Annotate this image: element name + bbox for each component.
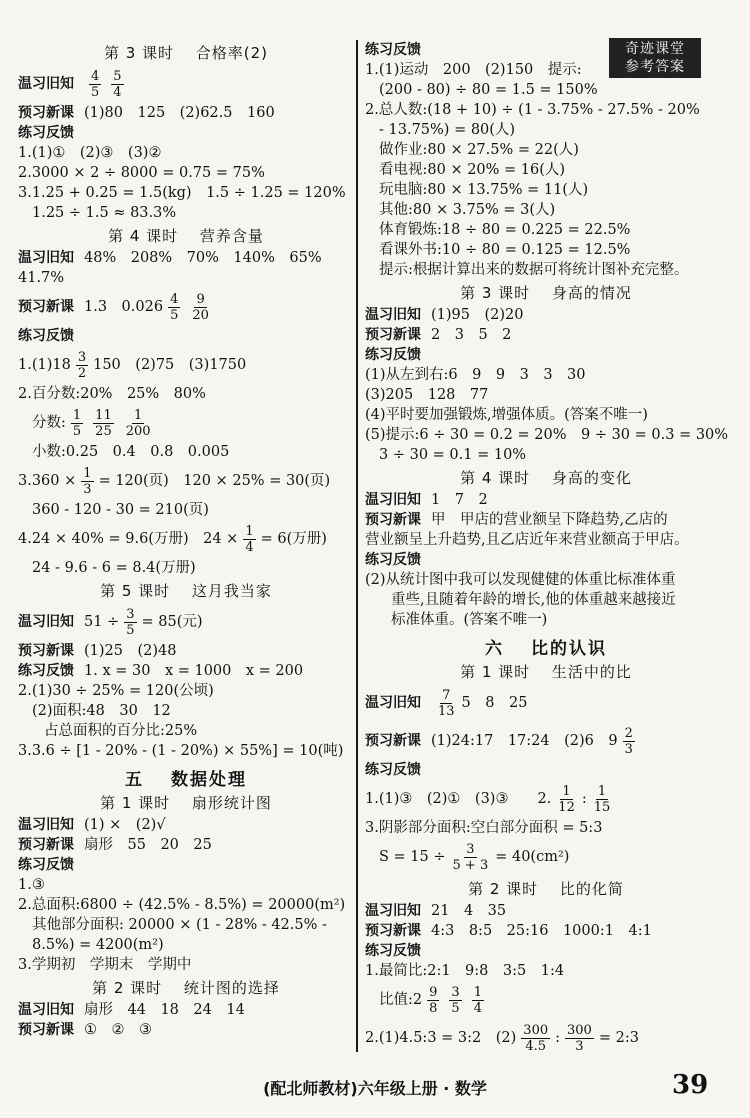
lesson-heading: 第 2 课时 统计图的选择 [92, 979, 280, 997]
preview-row: 预习新课 (1)24:17 17:24 (2)6 9 $\frac{2}{3}$ [365, 725, 633, 757]
answer-line: 其他部分面积: 20000 × (1 - 28% - 42.5% - [32, 917, 327, 933]
lesson-heading: 第 4 课时 营养含量 [108, 227, 264, 245]
answer-line: 4.24 × 40% = 9.6(万册) 24 × $\frac{1}{4}$ = 6(万册) [18, 523, 327, 555]
answer-line: 1.最简比:2:1 9:8 3:5 1:4 [365, 963, 565, 979]
answer-line: 提示:根据计算出来的数据可将统计图补充完整。 [379, 262, 689, 278]
fraction: $\frac{1}{4}$ [245, 523, 254, 555]
answer-line: 1.(1)运动 200 (2)150 提示: [365, 62, 582, 78]
lesson-heading: 第 5 课时 这月我当家 [100, 582, 272, 600]
review-row: 温习旧知 (1) × (2)√ [18, 817, 166, 833]
fraction: $\frac{7}{13}$ [438, 687, 455, 719]
preview-row: 预习新课 4:3 8:5 25:16 1000:1 4:1 [365, 923, 652, 939]
answer-line: 看电视:80 × 20% = 16(人) [379, 162, 566, 178]
fraction: $\frac{3}{5 + 3}$ [452, 841, 489, 873]
review-row: 温习旧知 48% 208% 70% 140% 65% [18, 250, 322, 266]
answer-line: 3.阴影部分面积:空白部分面积 = 5:3 [365, 820, 603, 836]
practice-row: 练习反馈 1. x = 30 x = 1000 x = 200 [18, 663, 304, 679]
preview-row: 预习新课 (1)25 (2)48 [18, 643, 177, 659]
review-row: 温习旧知 $\frac{7}{13}$ 5 8 25 [365, 687, 528, 719]
page-number: 39 [672, 1070, 709, 1100]
answer-line: 占总面积的百分比:25% [44, 723, 198, 739]
answer-line: 3 ÷ 30 = 0.1 = 10% [379, 447, 527, 463]
answer-line: 24 - 9.6 - 6 = 8.4(万册) [32, 560, 196, 576]
review-row: 温习旧知 21 4 35 [365, 903, 507, 919]
answer-line: 2.总人数:(18 + 10) ÷ (1 - 3.75% - 27.5% - 20% [365, 102, 700, 118]
answer-line: 1.(1)18 $\frac{3}{2}$ 150 (2)75 (3)1750 [18, 349, 247, 381]
answer-line: (2)面积:48 30 12 [32, 703, 171, 719]
fraction: $\frac{1}{15}$ [593, 783, 611, 815]
answer-line: 2.(1)30 ÷ 25% = 120(公顷) [18, 683, 214, 699]
answer-line: 8.5%) = 4200(m²) [32, 937, 164, 953]
lesson-heading: 第 3 课时 合格率(2) [103, 44, 269, 62]
answer-line: 看课外书:10 ÷ 80 = 0.125 = 12.5% [379, 242, 631, 258]
answer-line: 2.3000 × 2 ÷ 8000 = 0.75 = 75% [18, 165, 265, 181]
answer-line: (4)平时要加强锻炼,增强体质。(答案不唯一) [365, 407, 648, 423]
fraction: $\frac{9}{8}$ [429, 984, 438, 1016]
lesson-heading: 第 1 课时 扇形统计图 [100, 794, 272, 812]
answer-line: (3)205 128 77 [365, 387, 489, 403]
fraction: $\frac{1}{200}$ [125, 407, 151, 439]
preview-row: 预习新课 ① ② ③ [18, 1022, 152, 1038]
answer-line: 1.(1)③ (2)① (3)③ 2. $\frac{1}{12}$ : $\frac{1}{15}$ [365, 783, 611, 815]
answer-line: 其他:80 × 3.75% = 3(人) [379, 202, 556, 218]
fraction: $\frac{4}{5}$ [170, 291, 179, 323]
answer-line: 3.3.6 ÷ [1 - 20% - (1 - 20%) × 55%] = 10(吨) [18, 743, 344, 759]
answer-line: 营业额呈上升趋势,且乙店近年来营业额高于甲店。 [365, 532, 689, 548]
answer-line: 小数:0.25 0.4 0.8 0.005 [32, 444, 230, 460]
lesson-heading: 第 2 课时 比的化简 [468, 880, 624, 898]
answer-line: 比值:2 $\frac{9}{8}$ $\frac{3}{5}$ $\frac{1}{4}$ [379, 984, 482, 1016]
preview-row: 预习新课 1.3 0.026 $\frac{4}{5}$ $\frac{9}{20}$ [18, 291, 209, 323]
fraction: $\frac{1}{4}$ [473, 984, 482, 1016]
answer-line: (200 - 80) ÷ 80 = 1.5 = 150% [379, 82, 598, 98]
fraction: $\frac{1}{12}$ [558, 783, 575, 815]
page-footer: (配北师教材)六年级上册 · 数学 [263, 1079, 487, 1098]
fraction: $\frac{2}{3}$ [624, 725, 633, 757]
fraction: $\frac{4}{5}$ [91, 68, 100, 100]
column-divider [356, 40, 358, 1052]
fraction: $\frac{3}{5}$ [451, 984, 460, 1016]
answer-line: 玩电脑:80 × 13.75% = 11(人) [379, 182, 589, 198]
fraction: $\frac{3}{2}$ [77, 349, 87, 381]
badge-line1: 奇迹课堂 [625, 41, 685, 57]
answer-line: 360 - 120 - 30 = 210(页) [32, 502, 209, 518]
right-column [365, 40, 727, 1057]
answer-line: 41.7% [18, 270, 65, 286]
answer-line: 2.总面积:6800 ÷ (42.5% - 8.5%) = 20000(m²) [18, 897, 346, 913]
answer-line: (5)提示:6 ÷ 30 = 0.2 = 20% 9 ÷ 30 = 0.3 = 30% [365, 427, 729, 443]
answer-line: 分数: $\frac{1}{5}$ $\frac{11}{25}$ $\frac{1}{200}$ [32, 407, 151, 439]
answer-line: 2.(1)4.5:3 = 3:2 (2) $\frac{300}{4.5}$ : $\frac{300}{3}$ = 2:3 [365, 1022, 639, 1054]
preview-row: 预习新课 甲 甲店的营业额呈下降趋势,乙店的 [365, 512, 668, 528]
chapter-heading: 五 数据处理 [125, 770, 247, 790]
review-row: 温习旧知 1 7 2 [365, 492, 488, 508]
answer-line: 3.360 × $\frac{1}{3}$ = 120(页) 120 × 25% = 30(页) [18, 465, 331, 497]
review-row: 温习旧知 (1)95 (2)20 [365, 307, 524, 323]
practice-label: 练习反馈 [365, 943, 421, 959]
fraction: $\frac{1}{5}$ [72, 407, 82, 439]
answer-line: 标准体重。(答案不唯一) [391, 612, 548, 628]
lesson-heading: 第 4 课时 身高的变化 [460, 469, 632, 487]
practice-label: 练习反馈 [365, 762, 421, 778]
chapter-heading: 六 比的认识 [485, 639, 607, 659]
lesson-heading: 第 3 课时 身高的情况 [460, 284, 632, 302]
answer-line: (1)从左到右:6 9 9 3 3 30 [365, 367, 586, 383]
answer-line: 重些,且随着年龄的增长,他的体重越来越接近 [391, 592, 676, 608]
left-column [18, 40, 354, 1040]
fraction: $\frac{9}{20}$ [192, 291, 209, 323]
answer-line: (2)从统计图中我可以发现健健的体重比标准体重 [365, 572, 676, 588]
preview-row: 预习新课 2 3 5 2 [365, 327, 512, 343]
fraction: $\frac{300}{3}$ [567, 1022, 592, 1054]
fraction: $\frac{3}{5}$ [126, 606, 135, 638]
review-row: 温习旧知 $\frac{4}{5}$ $\frac{5}{4}$ [18, 68, 122, 100]
lesson-heading: 第 1 课时 生活中的比 [460, 663, 632, 681]
answer-line: 1.(1)① (2)③ (3)② [18, 145, 162, 161]
fraction: $\frac{1}{3}$ [83, 465, 92, 497]
answer-line: - 13.75%) = 80(人) [379, 122, 516, 138]
answer-line: 做作业:80 × 27.5% = 22(人) [379, 142, 579, 158]
review-row: 温习旧知 51 ÷ $\frac{3}{5}$ = 85(元) [18, 606, 203, 638]
answer-line: 体育锻炼:18 ÷ 80 = 0.225 = 22.5% [379, 222, 631, 238]
fraction: $\frac{5}{4}$ [113, 68, 122, 100]
fraction: $\frac{300}{4.5}$ [523, 1022, 549, 1054]
practice-label: 练习反馈 [365, 347, 421, 363]
practice-label: 练习反馈 [365, 552, 421, 568]
preview-row: 预习新课 扇形 55 20 25 [18, 837, 212, 853]
review-row: 温习旧知 扇形 44 18 24 14 [18, 1002, 245, 1018]
fraction: $\frac{11}{25}$ [95, 407, 112, 439]
answer-line: 3.学期初 学期末 学期中 [18, 957, 192, 973]
answer-line: 2.百分数:20% 25% 80% [18, 386, 206, 402]
practice-label: 练习反馈 [18, 125, 74, 141]
answer-line: S = 15 ÷ $\frac{3}{5 + 3}$ = 40(cm²) [379, 841, 570, 873]
preview-row: 预习新课 (1)80 125 (2)62.5 160 [18, 105, 275, 121]
practice-label: 练习反馈 [18, 328, 74, 344]
badge-line2: 参考答案 [625, 59, 685, 75]
answer-line: 1.③ [18, 877, 45, 893]
practice-label: 练习反馈 [18, 857, 74, 873]
answer-line: 3.1.25 + 0.25 = 1.5(kg) 1.5 ÷ 1.25 = 120% [18, 185, 346, 201]
practice-label: 练习反馈 [365, 42, 421, 58]
answer-line: 1.25 ÷ 1.5 ≈ 83.3% [32, 205, 177, 221]
